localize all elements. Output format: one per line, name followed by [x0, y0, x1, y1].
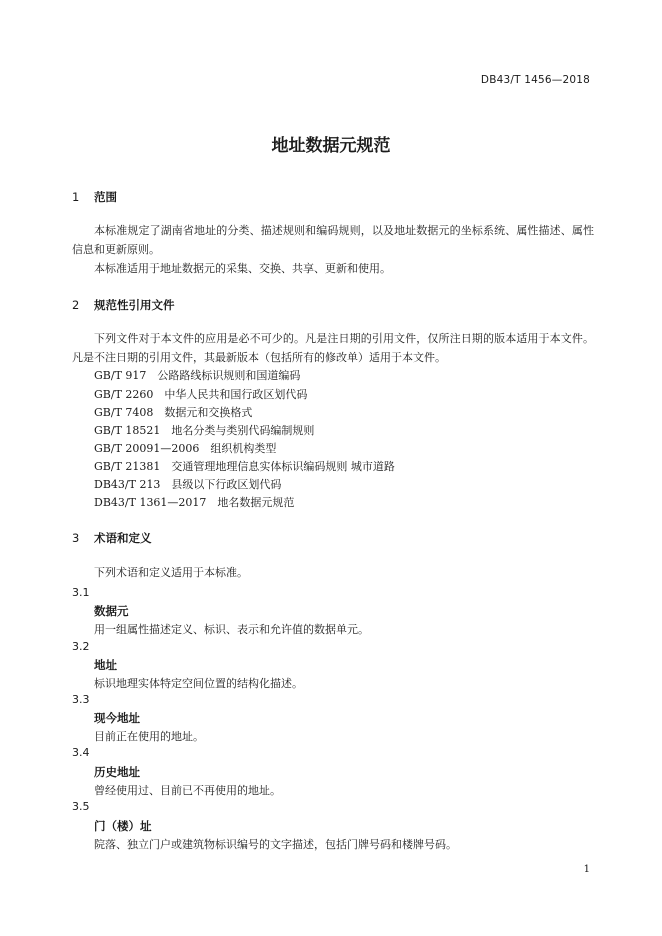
term-name: 门（楼）址	[94, 819, 152, 833]
term-number: 3.1	[72, 586, 90, 599]
reference-item: GB/T 18521 地名分类与类别代码编制规则	[94, 424, 315, 437]
term-definition: 曾经使用过、目前已不再使用的地址。	[94, 784, 281, 797]
term-number: 3.5	[72, 800, 90, 813]
document-title: 地址数据元规范	[271, 136, 391, 156]
reference-item: GB/T 2260 中华人民共和国行政区划代码	[94, 388, 308, 401]
section-3-heading	[72, 530, 152, 546]
section-3-intro: 下列术语和定义适用于本标准。	[94, 566, 248, 579]
section-2-heading	[72, 297, 175, 313]
reference-item: GB/T 7408 数据元和交换格式	[94, 406, 253, 419]
reference-item: GB/T 20091—2006 组织机构类型	[94, 442, 277, 455]
term-definition: 目前正在使用的地址。	[94, 730, 204, 743]
section-number: 1	[72, 190, 80, 204]
page-number: 1	[583, 864, 590, 875]
section-title: 范围	[94, 190, 117, 204]
reference-item: DB43/T 213 县级以下行政区划代码	[94, 478, 282, 491]
term-name: 历史地址	[94, 765, 140, 779]
term-number: 3.4	[72, 746, 90, 759]
term-definition: 用一组属性描述定义、标识、表示和允许值的数据单元。	[94, 623, 369, 636]
section-number: 3	[72, 531, 80, 545]
term-definition: 院落、独立门户或建筑物标识编号的文字描述，包括门牌号码和楼牌号码。	[94, 838, 457, 851]
term-number: 3.3	[72, 693, 90, 706]
section-1-heading	[72, 189, 117, 205]
section-number: 2	[72, 298, 80, 312]
reference-item: GB/T 917 公路路线标识规则和国道编码	[94, 369, 301, 382]
term-name: 数据元	[94, 604, 129, 618]
standard-code: DB43/T 1456—2018	[480, 74, 590, 86]
section-title: 术语和定义	[94, 531, 152, 545]
reference-item: GB/T 21381 交通管理地理信息实体标识编码规则 城市道路	[94, 460, 395, 473]
term-definition: 标识地理实体特定空间位置的结构化描述。	[94, 677, 303, 690]
section-title: 规范性引用文件	[94, 298, 175, 312]
reference-item: DB43/T 1361—2017 地名数据元规范	[94, 496, 295, 509]
term-name: 现今地址	[94, 711, 140, 725]
term-number: 3.2	[72, 640, 90, 653]
section-1-paragraph: 本标准适用于地址数据元的采集、交换、共享、更新和使用。	[94, 262, 391, 275]
section-2-intro: 下列文件对于本文件的应用是必不可少的。凡是注日期的引用文件，仅所注日期的版本适用于本文件。凡是不注日期的引用文件，其最新版本（包括所有的修改单）适用于本文件。	[72, 332, 594, 364]
section-1-paragraph: 本标准规定了湖南省地址的分类、描述规则和编码规则，以及地址数据元的坐标系统、属性描述、属性信息和更新原则。	[72, 224, 594, 256]
term-name: 地址	[94, 658, 117, 672]
